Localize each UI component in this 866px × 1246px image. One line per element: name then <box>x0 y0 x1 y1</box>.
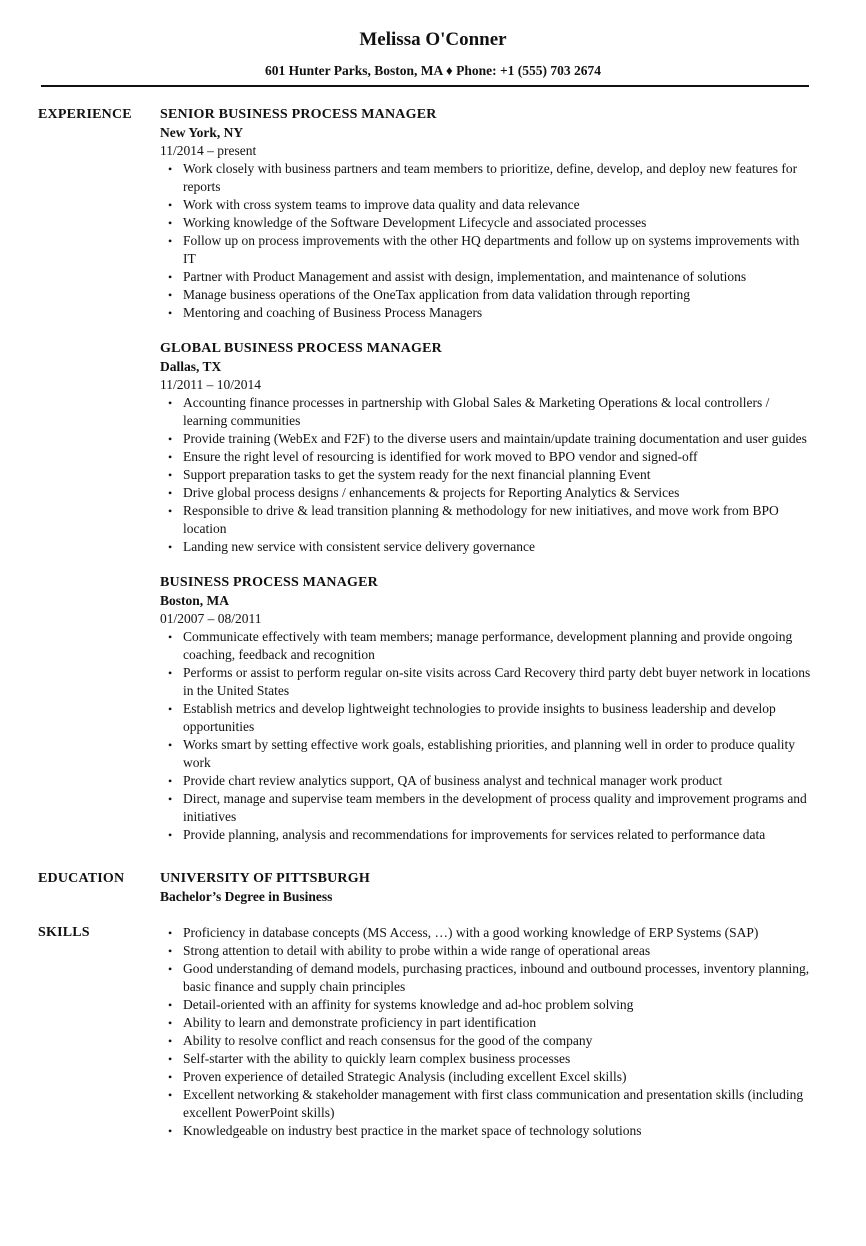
contact-line: 601 Hunter Parks, Boston, MA ♦ Phone: +1 (555) 703 2674 <box>264 63 602 78</box>
experience-section <box>0 106 866 844</box>
skills-section <box>0 924 866 1140</box>
list-item: • Accounting finance processes in partnership with Global Sales & Marketing Operations & local controllers / learning communities <box>160 394 813 430</box>
job-title: BUSINESS PROCESS MANAGER <box>160 575 378 590</box>
list-item: • Knowledgeable on industry best practice in the market space of technology solutions <box>160 1122 813 1140</box>
list-item: • Direct, manage and supervise team members in the development of process quality and improvement programs and initiatives <box>160 790 813 826</box>
list-item: • Proficiency in database concepts (MS Access, …) with a good working knowledge of ERP Systems (SAP) <box>160 924 813 942</box>
section-label-experience: EXPERIENCE <box>38 107 132 122</box>
list-item: • Working knowledge of the Software Development Lifecycle and associated processes <box>160 214 813 232</box>
list-item: • Self-starter with the ability to quickly learn complex business processes <box>160 1050 813 1068</box>
list-item: • Communicate effectively with team members; manage performance, development planning and provide ongoing coaching, feedback and recognition <box>160 628 813 664</box>
job-title: SENIOR BUSINESS PROCESS MANAGER <box>160 107 437 122</box>
list-item: • Excellent networking & stakeholder management with first class communication and presentation skills (including excellent PowerPoint skills) <box>160 1086 813 1122</box>
job-dates: 11/2014 – present <box>160 143 257 158</box>
job-location: New York, NY <box>160 125 244 140</box>
list-item: • Ability to learn and demonstrate proficiency in part identification <box>160 1014 813 1032</box>
list-item: • Performs or assist to perform regular on-site visits across Card Recovery third party debt buyer network in locations in the United States <box>160 664 813 700</box>
job-title: GLOBAL BUSINESS PROCESS MANAGER <box>160 341 442 356</box>
list-item: • Detail-oriented with an affinity for systems knowledge and ad-hoc problem solving <box>160 996 813 1014</box>
list-item: • Drive global process designs / enhancements & projects for Reporting Analytics & Services <box>160 484 813 502</box>
list-item: • Proven experience of detailed Strategic Analysis (including excellent Excel skills) <box>160 1068 813 1086</box>
job-location: Dallas, TX <box>160 359 222 374</box>
job-entry <box>160 340 826 556</box>
list-item: • Mentoring and coaching of Business Process Managers <box>160 304 813 322</box>
job-entry <box>160 106 826 322</box>
list-item: • Work closely with business partners and team members to prioritize, define, develop, and deploy new features for reports <box>160 160 813 196</box>
list-item: • Support preparation tasks to get the system ready for the next financial planning Event <box>160 466 813 484</box>
job-bullets <box>160 394 826 556</box>
section-label-education: EDUCATION <box>38 871 125 886</box>
education-degree: Bachelor’s Degree in Business <box>160 889 333 904</box>
list-item: • Ability to resolve conflict and reach consensus for the good of the company <box>160 1032 813 1050</box>
list-item: • Follow up on process improvements with the other HQ departments and follow up on systems improvements with IT <box>160 232 813 268</box>
section-label-skills: SKILLS <box>38 925 90 940</box>
list-item: • Good understanding of demand models, purchasing practices, inbound and outbound processes, inventory planning, basic finance and supply chain principles <box>160 960 813 996</box>
list-item: • Provide planning, analysis and recommendations for improvements for services related to performance data <box>160 826 813 844</box>
list-item: • Strong attention to detail with ability to probe within a wide range of operational areas <box>160 942 813 960</box>
education-section <box>0 870 866 906</box>
list-item: • Manage business operations of the OneTax application from data validation through reporting <box>160 286 813 304</box>
list-item: • Responsible to drive & lead transition planning & methodology for new initiatives, and move work from BPO location <box>160 502 813 538</box>
header-divider <box>41 85 809 87</box>
job-bullets <box>160 628 826 844</box>
job-bullets <box>160 160 826 322</box>
list-item: • Ensure the right level of resourcing is identified for work moved to BPO vendor and signed-off <box>160 448 813 466</box>
list-item: • Work with cross system teams to improve data quality and data relevance <box>160 196 813 214</box>
candidate-name: Melissa O'Conner <box>359 29 507 50</box>
education-school: UNIVERSITY OF PITTSBURGH <box>160 871 370 886</box>
job-dates: 01/2007 – 08/2011 <box>160 611 262 626</box>
job-dates: 11/2011 – 10/2014 <box>160 377 261 392</box>
list-item: • Establish metrics and develop lightweight technologies to provide insights to business leadership and develop opportunities <box>160 700 813 736</box>
list-item: • Partner with Product Management and assist with design, implementation, and maintenance of solutions <box>160 268 813 286</box>
skills-list <box>160 924 826 1140</box>
list-item: • Provide chart review analytics support, QA of business analyst and technical manager work product <box>160 772 813 790</box>
list-item: • Works smart by setting effective work goals, establishing priorities, and planning well in order to produce quality work <box>160 736 813 772</box>
list-item: • Landing new service with consistent service delivery governance <box>160 538 813 556</box>
job-location: Boston, MA <box>160 593 230 608</box>
list-item: • Provide training (WebEx and F2F) to the diverse users and maintain/update training documentation and user guides <box>160 430 813 448</box>
job-entry <box>160 574 826 844</box>
